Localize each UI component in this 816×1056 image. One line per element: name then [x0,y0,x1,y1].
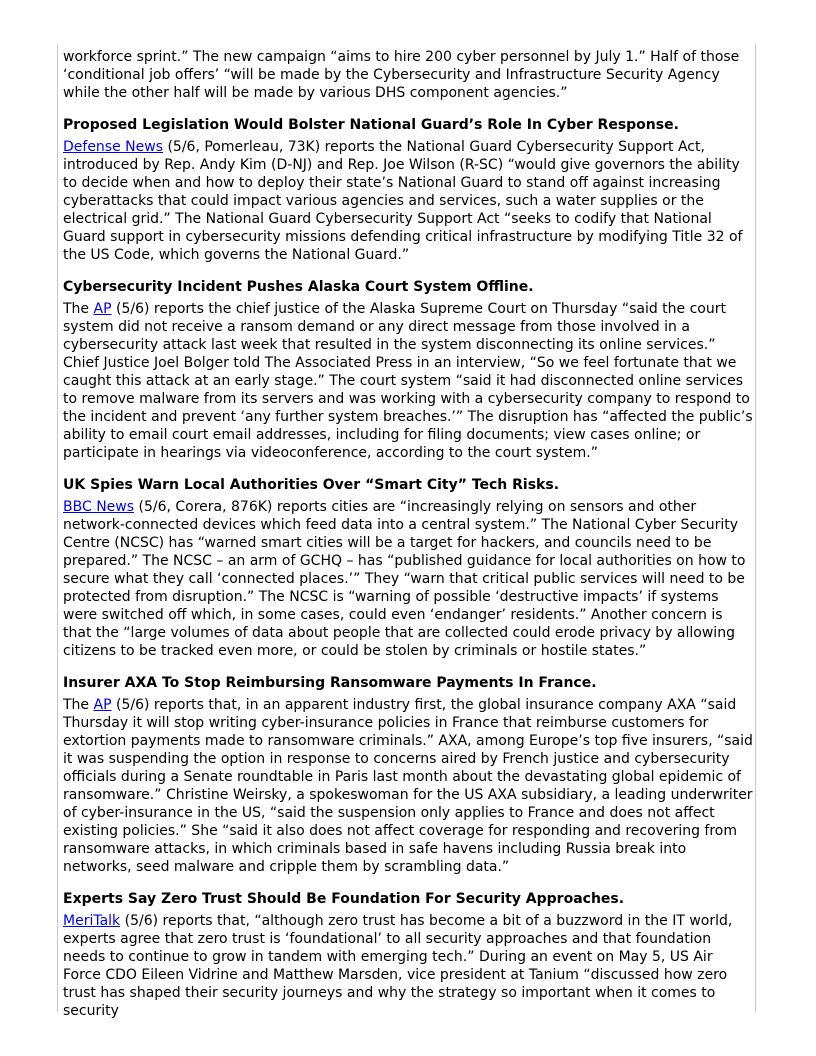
story-body [63,300,753,462]
story-headline: Insurer AXA To Stop Reimbursing Ransomware Payments In France. [63,675,597,691]
story-alaska-court [63,278,753,462]
story-prefix: The [63,301,94,317]
story-body [63,138,753,264]
story-headline: UK Spies Warn Local Authorities Over “Smart City” Tech Risks. [63,477,560,493]
newsletter-content [63,48,753,1020]
story-body [63,912,753,1020]
story-headline: Experts Say Zero Trust Should Be Foundation For Security Approaches. [63,891,625,907]
story-text: (5/6, Pomerleau, 73K) reports the National Guard Cybersecurity Support Act, introduced by Rep. Andy Kim (D-NJ) and Rep. Joe Wilson (R-SC) “would give governors the ability to decide when and how to deploy their state’s National Guard to stand off against increasing cyberattacks that could impact various agencies and services, such a water supplies or the electrical grid.” The National Guard Cybersecurity Support Act “seeks to codify that National Guard support in cybersecurity missions defending critical infrastructure by modifying Title 32 of the US Code, which governs the National Guard.” [63,139,743,263]
story-text: (5/6) reports that, “although zero trust has become a bit of a buzzword in the IT world, experts agree that zero trust is ‘foundational’ to all security approaches and that foundation needs to continue to grow in tandem with emerging tech.” During an event on May 5, US Air Force CDO Eileen Vidrine and Matthew Marsden, vice president at Tanium “discussed how zero trust has shaped their security journeys and why the strategy so important when it comes to security [63,913,733,1019]
source-link-meritalk[interactable]: MeriTalk [63,913,121,929]
story-body [63,696,753,876]
source-link-ap[interactable]: AP [93,301,112,317]
story-body [63,498,753,660]
story-headline: Proposed Legislation Would Bolster National Guard’s Role In Cyber Response. [63,117,679,133]
source-link-defense-news[interactable]: Defense News [63,139,163,155]
story-headline: Cybersecurity Incident Pushes Alaska Court System Offline. [63,279,534,295]
intro-paragraph: workforce sprint.” The new campaign “aims to hire 200 cyber personnel by July 1.” Half of those ‘conditional job offers’ “will be made by the Cybersecurity and Infrastructure Security Agency while the other half will be made by various DHS component agencies.” [63,49,740,101]
story-text: (5/6) reports the chief justice of the Alaska Supreme Court on Thursday “said the court system did not receive a ransom demand or any direct message from those involved in a cybersecurity attack last week that resulted in the system disconnecting its online services.” Chief Justice Joel Bolger told The Associated Press in an interview, “So we feel fortunate that we caught this attack at an early stage.” The court system “said it had disconnected online services to remove malware from its servers and was working with a cybersecurity company to respond to the incident and prevent ‘any further system breaches.’” The disruption has “affected the public’s ability to email court email addresses, including for filing documents; view cases online; or participate in hearings via videoconference, according to the court system.” [63,301,753,461]
source-link-bbc-news[interactable]: BBC News [63,499,135,515]
story-axa [63,674,753,876]
story-text: (5/6, Corera, 876K) reports cities are “increasingly relying on sensors and other network-connected devices which feed data into a central system.” The National Cyber Security Centre (NCSC) has “warned smart cities will be a target for hackers, and councils need to be prepared.” The NCSC – an arm of GCHQ – has “published guidance for local authorities on how to secure what they call ‘connected places.’” They “warn that critical public services will need to be protected from disruption.” The NCSC is “warning of possible ‘destructive impacts’ if systems were switched off which, in some cases, could even ‘endanger’ residents.” Another concern is that the “large volumes of data about people that are collected could erode privacy by allowing citizens to be tracked even more, or could be stolen by criminals or hostile states.” [63,499,746,659]
story-smart-city [63,476,753,660]
story-national-guard [63,116,753,264]
source-link-ap[interactable]: AP [93,697,112,713]
story-text: (5/6) reports that, in an apparent industry first, the global insurance company AXA “said Thursday it will stop writing cyber-insurance policies in France that reimburse customers for extortion payments made to ransomware criminals.” AXA, among Europe’s top five insurers, “said it was suspending the option in response to concerns aired by French justice and cybersecurity officials during a Senate roundtable in Paris last month about the devastating global epidemic of ransomware.” Christine Weirsky, a spokeswoman for the US AXA subsidiary, a leading underwriter of cyber-insurance in the US, “said the suspension only applies to France and does not affect existing policies.” She “said it also does not affect coverage for responding and recovering from ransomware attacks, in which criminals based in safe havens including Russia break into networks, seed malware and cripple them by scrambling data.” [63,697,753,875]
story-zero-trust [63,890,753,1020]
story-prefix: The [63,697,94,713]
